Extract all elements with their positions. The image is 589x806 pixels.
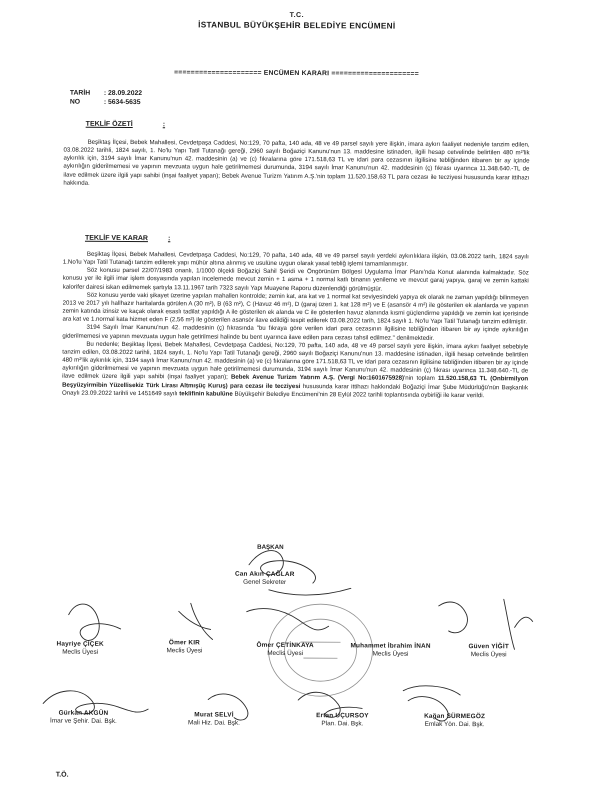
summary-heading-colon: :: [162, 121, 166, 129]
signatory-name: Hayriye ÇİÇEK: [56, 640, 104, 648]
decision-p4: 3194 Sayılı İmar Kanunu'nun 42. maddesinin (ç) fıkrasında "bu fıkraya göre verilen idari para cezasının ilgilisine tebliğinden itibaren bir ay içinde aykırılığın giderilmemesi ve yapının mevzuata uygun hale getirilmesi halinde bu bent uyarınca ilave edilen para cezası tahsil edilmez." denilmektedir.: [62, 324, 529, 342]
decision-acceptance: teklifinin kabulüne: [179, 389, 233, 398]
signatory-name: Kağan SÜRMEGÖZ: [424, 712, 486, 721]
number-label: NO: [69, 98, 81, 106]
decision-heading-text: TEKLİF VE KARAR: [84, 234, 149, 243]
signature-row2-1: [50, 710, 117, 726]
signature-row2-2: [188, 711, 240, 727]
date-label: TARİH: [69, 89, 91, 97]
signature-chair: [235, 571, 295, 587]
number-value: : 5634-5635: [103, 98, 141, 107]
summary-heading-text: TEKLİF ÖZETİ: [85, 120, 133, 129]
signatory-title: Meclis Üyesi: [62, 648, 99, 656]
signatory-title: İmar ve Şehir. Dai. Bşk.: [50, 717, 117, 725]
decision-p2: Söz konusu parsel 22/07/1983 onanlı, 1/1000 ölçekli Boğaziçi Sahil Şeridi ve Öngörünüm Bölgesi Uygulama İmar Planı'nda Konut alanında kalmaktadır. Söz konusu yer ile ilgili imar işlem dosyasında yapılan incelemede mevcut zemin + 1 asma + 1 normal katlı binanın yenileme ve mevcut garaj yapıya, garaj ve zemin kattaki kalorifer dairesi iskan edilmemek şartıyla 13.11.1967 tarih 7323 sayılı Yapı Muayene Raporu düzenlendiği görülmüştür.: [62, 267, 529, 293]
signatory-title: Meclis Üyesi: [470, 651, 507, 659]
signature-row1-5: [468, 643, 509, 659]
signature-row1-2: [166, 639, 202, 655]
signatory-title: Genel Sekreter: [243, 578, 287, 586]
signatory-name: Can Akın ÇAĞLAR: [234, 570, 295, 579]
decision-p5-part-b: 'nin toplam: [404, 375, 435, 383]
signatory-name: Murat SELVİ: [194, 711, 234, 719]
signatory-name: Muhammet İbrahim İNAN: [350, 642, 431, 650]
decision-company-name: Bebek Avenue Turizm Yatırım A.Ş. (Vergi No:1601675928): [231, 373, 405, 383]
signature-row2-4: [424, 713, 485, 729]
decision-p5-part-c: hususunda karar ittihazı hakkındaki Boğaziçi İmar Şube Müdürlüğü'nün Başkanlık Onaylı 23.09.2022 tarihli ve 1451649 sayılı: [62, 382, 529, 397]
signature-row2-3: [316, 712, 369, 728]
signatory-name: Gürkan AKGÜN: [58, 709, 109, 717]
signatory-title: Meclis Üyesi: [267, 649, 304, 658]
decision-fine-amount: 11.520.158,63 TL (Onbirmilyon Beşyüzyirmibin Yüzellisekiz Türk Lirası Altmışüç Kuruş) para cezası ile tecziyesi: [62, 375, 529, 390]
decision-p3: Söz konusu yerde vaki şikayet üzerine yapılan mahallen kontrolde; zemin kat, ara kat ve 1 normal kat seviyesindeki yapıya ek olarak ne zaman yapıldığı bilinmeyen 2013 ve 2017 yılı hallhazır haritalarda görülen A (30 m²), B (63 m²), C (Havuz 46 m²), D (garaj üzeri 1. kat 128 m²) ve E (asansör 4 m²) ile gösterilen ek alanlarda ve yapının zemin katında izinsiz ve kaçak olarak esaslı tadilat yapıldığı A ile gösterilen ek alanda ve C ile gösterilen havuz alanında kısmi güçlendirme yapıldığı ve zemin kat içerisinde ara kat ve 1.normal kata hizmet eden F (2,56 m²) ile gösterilen asansör ilave edildiği tespit edilerek 03.08.2022 tarih, 1824 sayılı 1. No'lu Yapı Tatil Tutanağı tanzim edilmiştir.: [62, 291, 529, 326]
preparer-initials: T.Ö.: [55, 771, 69, 779]
date-value: : 28.09.2022: [103, 89, 143, 98]
signature-row1-1: [56, 641, 103, 657]
signatory-title: Plan. Dai. Bşk.: [321, 720, 364, 728]
chairman-stamp: BAŞKAN: [257, 543, 284, 551]
signatory-name: Güven YİĞİT: [468, 643, 509, 651]
signature-row1-3: [256, 642, 313, 658]
decision-p1: Beşiktaş İlçesi, Bebek Mahallesi, Cevdetpaşa Caddesi, No:129, 70 pafta, 140 ada, 48 ve 49 parsel sayılı yerdeki aykırılıklara ilişkin, 03.08.2022 tarih, 1824 sayılı 1.No'lu Yapı Tatil Tutanağı tanzim edilerek yapı mühür altına alınmış ve usulüne uygun olarak yasal tebliğ işlemi tamamlanmıştır.: [62, 250, 529, 268]
signatory-name: Ömer ÇETİNKAYA: [256, 641, 314, 650]
header-tc: T.C.: [289, 11, 305, 20]
decision-p5-part-d: Büyükşehir Belediye Encümeni'nin 28 Eylül 2022 tarihli toplantısında oybirliği ile karar verildi.: [234, 390, 485, 399]
signatory-title: Mali Hiz. Dai. Bşk.: [188, 719, 240, 727]
decision-p5-part-a: Bu nedenle; Beşiktaş İlçesi, Bebek Mahallesi, Cevdetpaşa Caddesi, No:129, 70 pafta, 140 ada, 48 ve 49 parsel sayılı yere ilişkin, imara aykırı faaliyet sebebiyle tanzim edilen, 03.08.2022 tarihli, 1824 sayılı, 1. No'lu Yapı Tatil Tutanağı gereği, 2960 sayılı Boğaziçi Kanunu'nun 13. maddesine istinaden, ilgili hesap cetvelinde belirtilen 480 m²'lik aykırılık için, 3194 sayılı İmar Kanunu'nun 42. maddesinin (a) ve (c) fıkralarına göre 171.518,63 TL ve idari para cezasının ilgilisine tebliğinden itibaren bir ay içinde aykırılığın giderilmemesi ve yapının mevzuata uygun hale getirilmemesi durumunda, 3194 sayılı İmar Kanunu'nun 42. maddesinin (ç) fıkrası uyarınca 11.348.640.-TL de ilave edilmek üzere ilgili yapı sahibi (inşai faaliyet yapan);: [62, 340, 529, 381]
decision-heading-colon: :: [167, 235, 171, 243]
signature-row1-4: [350, 642, 430, 658]
signatory-name: Ömer KIR: [168, 639, 201, 647]
summary-text: Beşiktaş İlçesi, Bebek Mahallesi, Cevdetpaşa Caddesi, No:129, 70 pafta, 140 ada, 48 ve 49 parsel sayılı yere ilişkin, imara aykırı faaliyet nedeniyle tanzim edilen, 03.08.2022 tarihli, 1824 sayılı, 1. No'lu Yapı Tatil Tutanağı gereği, 2960 sayılı Boğaziçi Kanunu'nun 13. maddesine istinaden, ilgili hesap cetvelinde belirtilen 480 m²'lik aykırılık için, 3194 sayılı İmar Kanunu'nun 42. maddesinin (a) ve (c) fıkralarına göre 171.518,63 TL ve idari para cezasının ilgilisine tebliğinden itibaren bir ay içinde aykırılığın giderilmemesi ve yapının mevzuata uygun hale getirilmemesi durumunda, 3194 sayılı İmar Kanunu'nun 42. maddesinin (ç) fıkrası uyarınca 11.348.640.-TL de ilave edilmek üzere ilgili yapı sahibi (inşai faaliyet yapan); Bebek Avenue Turizm Yatırım A.Ş.'nin toplam 11.520.158,63 TL para cezası ile tecziyesi hususunda karar ittihazı hakkında.: [63, 138, 530, 187]
header-organization: İSTANBUL BÜYÜKŞEHİR BELEDİYE ENCÜMENİ: [198, 20, 396, 31]
signatory-title: Meclis Üyesi: [372, 650, 409, 658]
signatory-name: Ertan UÇURSOY: [316, 712, 369, 720]
signatory-title: Meclis Üyesi: [166, 647, 203, 655]
decision-title: ===================== ENCÜMEN KARARI =====================: [174, 69, 419, 78]
signatory-title: Emlak Yön. Dai. Bşk.: [424, 720, 485, 729]
